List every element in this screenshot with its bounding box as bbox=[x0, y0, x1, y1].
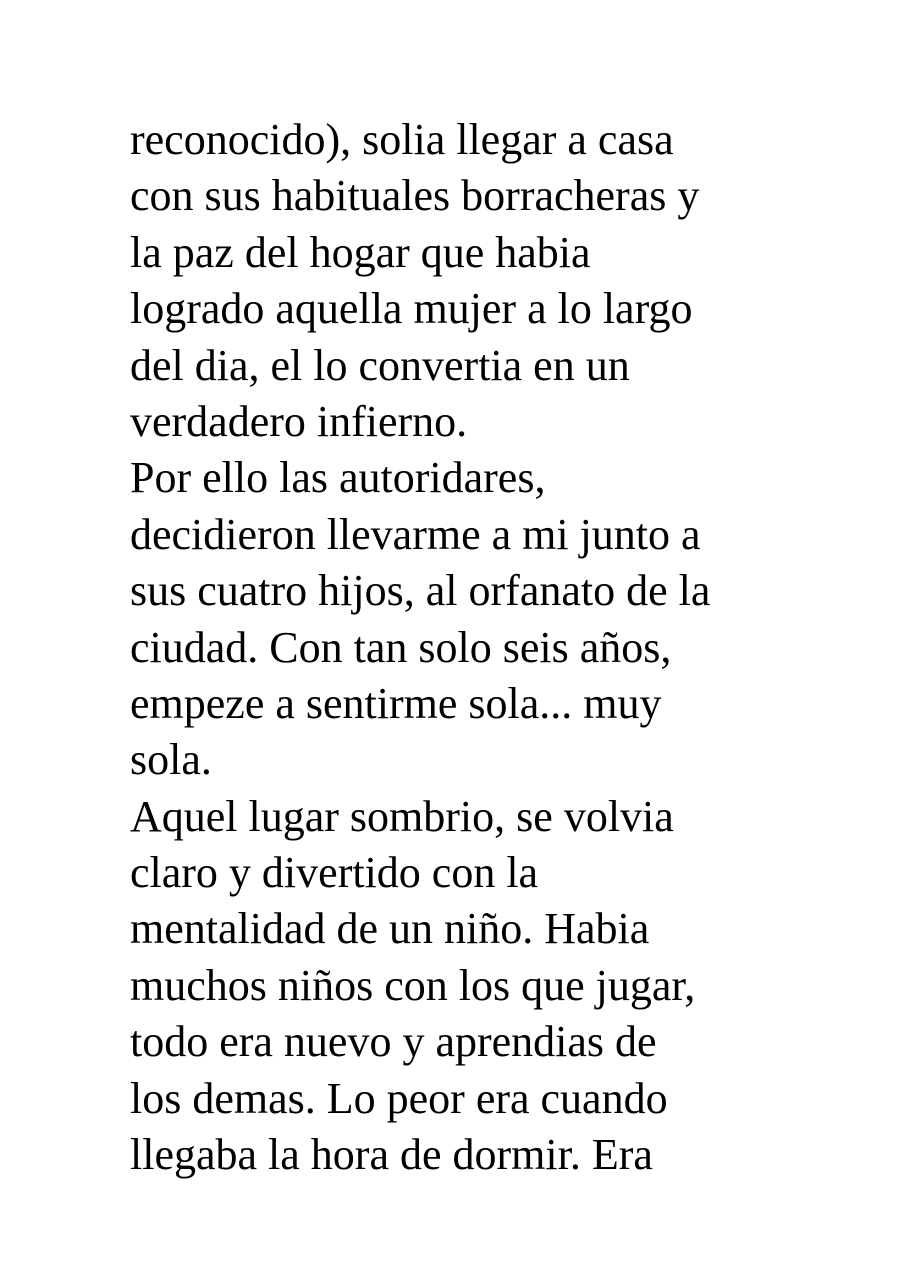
text-line: sola. bbox=[130, 735, 212, 785]
text-line: muchos niños con los que jugar, bbox=[130, 960, 696, 1010]
text-line: del dia, el lo convertia en un bbox=[130, 340, 630, 390]
text-line: llegaba la hora de dormir. Era bbox=[130, 1130, 653, 1180]
document-page bbox=[130, 112, 830, 1183]
text-line: reconocido), solia llegar a casa bbox=[130, 115, 674, 164]
text-line: Aquel lugar sombrio, se volvia bbox=[130, 791, 674, 841]
text-line: la paz del hogar que habia bbox=[130, 227, 591, 277]
text-line: todo era nuevo y aprendias de bbox=[130, 1017, 657, 1067]
text-line: empeze a sentirme sola... muy bbox=[130, 678, 662, 728]
text-line: ciudad. Con tan solo seis años, bbox=[130, 622, 672, 672]
text-line: claro y divertido con la bbox=[130, 848, 539, 898]
text-line: logrado aquella mujer a lo largo bbox=[130, 284, 693, 334]
text-line: Por ello las autoridares, bbox=[130, 453, 546, 503]
text-line: verdadero infierno. bbox=[130, 396, 468, 446]
text-line: sus cuatro hijos, al orfanato de la bbox=[130, 566, 711, 616]
text-line: mentalidad de un niño. Habia bbox=[130, 904, 650, 954]
text-line: los demas. Lo peor era cuando bbox=[130, 1073, 668, 1123]
text-line: decidieron llevarme a mi junto a bbox=[130, 509, 701, 559]
text-line: con sus habituales borracheras y bbox=[130, 171, 700, 221]
